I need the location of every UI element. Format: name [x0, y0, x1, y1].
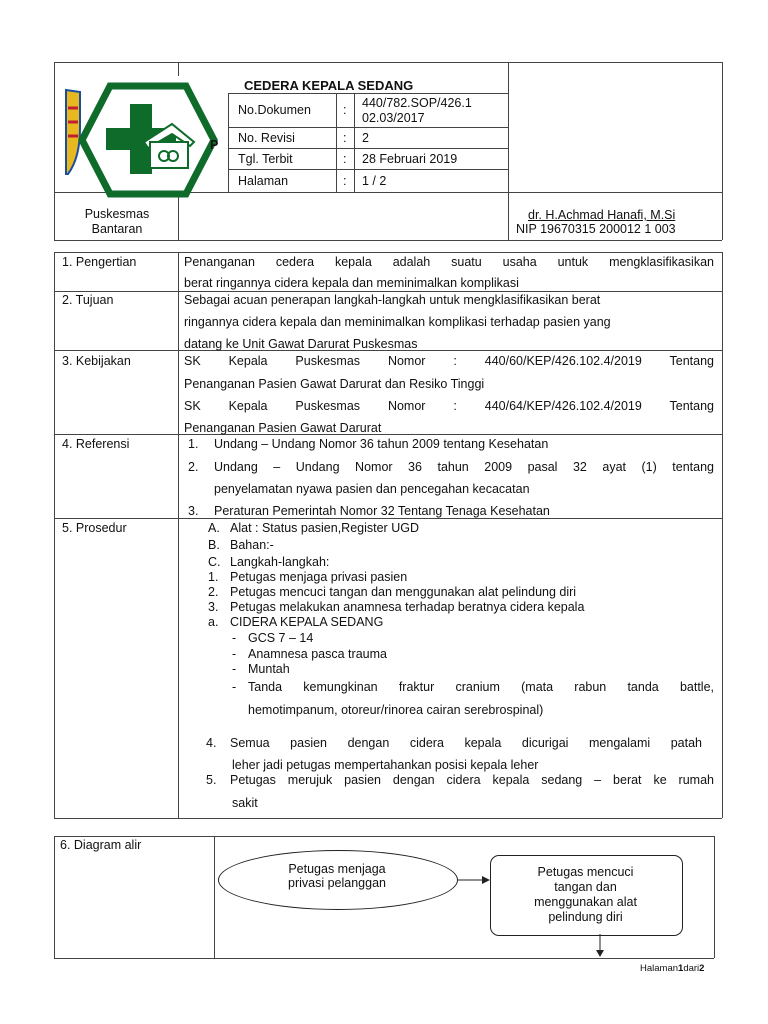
meta-value: 2	[362, 131, 369, 145]
section-line: ringannya cidera kepala dan meminimalkan komplikasi terhadap pasien yang	[184, 315, 611, 329]
section-label: 2. Tujuan	[62, 293, 114, 307]
sub-text: Muntah	[248, 662, 290, 676]
signer-nip: NIP 19670315 200012 1 003	[516, 222, 676, 236]
signer-name: dr. H.Achmad Hanafi, M.Si	[528, 208, 676, 222]
step-text: Petugas melakukan anamnesa terhadap beratnya cidera kepala	[230, 600, 585, 614]
footer-page: 1	[678, 963, 684, 974]
flow-node-text: privasi pelanggan	[288, 876, 386, 890]
flow-node-text: tangan dan	[554, 880, 617, 894]
regency-emblem-icon	[64, 88, 84, 178]
flow-node-text: menggunakan alat	[534, 895, 637, 909]
section-line: SK Kepala Puskesmas Nomor : 440/64/KEP/426.102.4/2019 Tentang	[184, 399, 714, 413]
step-num: A.	[208, 521, 220, 535]
sub-dash: -	[232, 647, 237, 661]
ref-text: Undang – Undang Nomor 36 tahun 2009 pasal 32 ayat (1) tentang	[214, 460, 714, 474]
step-num: B.	[208, 538, 220, 552]
meta-value-cont: 02.03/2017	[362, 111, 425, 125]
ref-text: Peraturan Pemerintah Nomor 32 Tentang Tenaga Kesehatan	[214, 504, 550, 518]
step-num: a.	[208, 615, 219, 629]
logo-letter: P	[210, 138, 219, 152]
ref-num: 1.	[188, 437, 199, 451]
sub-dash: -	[232, 680, 237, 694]
step-text: Semua pasien dengan cidera kepala dicurigai mengalami patah	[230, 736, 702, 750]
step-text-cont: sakit	[232, 796, 258, 810]
meta-label: No. Revisi	[238, 131, 295, 145]
step-num: C.	[208, 555, 221, 569]
meta-value: 28 Februari 2019	[362, 152, 458, 166]
meta-sep: :	[343, 152, 347, 166]
step-text: Langkah-langkah:	[230, 555, 330, 569]
section-line: Penanganan Pasien Gawat Darurat dan Resiko Tinggi	[184, 377, 485, 391]
step-text: Petugas merujuk pasien dengan cidera kepala sedang – berat ke rumah	[230, 773, 714, 787]
step-num: 5.	[206, 773, 217, 787]
meta-value: 1 / 2	[362, 174, 387, 188]
sub-dash: -	[232, 662, 237, 676]
ref-num: 2.	[188, 460, 199, 474]
section-label: 3. Kebijakan	[62, 354, 131, 368]
meta-sep: :	[343, 131, 347, 145]
ref-num: 3.	[188, 504, 199, 518]
meta-sep: :	[343, 174, 347, 188]
page-footer	[640, 962, 704, 976]
sub-text: Anamnesa pasca trauma	[248, 647, 387, 661]
step-text: Alat : Status pasien,Register UGD	[230, 521, 419, 535]
flow-node-text: Petugas mencuci	[537, 865, 634, 879]
footer-prefix: Halaman	[640, 963, 679, 974]
section-line: datang ke Unit Gawat Darurat Puskesmas	[184, 337, 418, 351]
meta-sep: :	[343, 103, 347, 117]
footer-mid: dari	[683, 963, 700, 974]
sub-text: GCS 7 – 14	[248, 631, 314, 645]
health-cross-logo-icon	[82, 80, 212, 200]
document-title: CEDERA KEPALA SEDANG	[244, 78, 414, 93]
step-num: 1.	[208, 570, 219, 584]
sub-dash: -	[232, 631, 237, 645]
section-label: 5. Prosedur	[62, 521, 127, 535]
section-line: Penanganan cedera kepala adalah suatu usaha untuk mengklasifikasikan	[184, 255, 714, 269]
section-label: 4. Referensi	[62, 437, 130, 451]
flow-node-text: pelindung diri	[548, 910, 623, 924]
ref-text: Undang – Undang Nomor 36 tahun 2009 tentang Kesehatan	[214, 437, 549, 451]
meta-label: No.Dokumen	[238, 103, 311, 117]
step-text: CIDERA KEPALA SEDANG	[230, 615, 384, 629]
sub-text-cont: hemotimpanum, otoreur/rinorea cairan serebrospinal)	[248, 703, 544, 717]
footer-total: 2	[699, 963, 705, 974]
step-text: Petugas menjaga privasi pasien	[230, 570, 408, 584]
sub-text: Tanda kemungkinan fraktur cranium (mata rabun tanda battle,	[248, 680, 714, 694]
org-name: Puskesmas	[84, 207, 150, 221]
section-line: Penanganan Pasien Gawat Darurat	[184, 421, 382, 435]
step-text: Petugas mencuci tangan dan menggunakan alat pelindung diri	[230, 585, 577, 599]
step-num: 4.	[206, 736, 217, 750]
section-line: Sebagai acuan penerapan langkah-langkah untuk mengklasifikasikan berat	[184, 293, 601, 307]
step-text-cont: leher jadi petugas mempertahankan posisi kepala leher	[232, 758, 539, 772]
flow-node-text: Petugas menjaga	[288, 862, 386, 876]
section-label: 1. Pengertian	[62, 255, 137, 269]
ref-text-cont: penyelamatan nyawa pasien dan pencegahan kecacatan	[214, 482, 530, 496]
org-name-cont: Bantaran	[91, 222, 143, 236]
diagram-label: 6. Diagram alir	[60, 838, 142, 852]
section-line: SK Kepala Puskesmas Nomor : 440/60/KEP/426.102.4/2019 Tentang	[184, 354, 714, 368]
section-line: berat ringannya cidera kepala dan meminimalkan komplikasi	[184, 276, 519, 290]
step-num: 3.	[208, 600, 219, 614]
step-text: Bahan:-	[230, 538, 274, 552]
step-num: 2.	[208, 585, 219, 599]
meta-label: Halaman	[238, 174, 289, 188]
meta-value: 440/782.SOP/426.1	[362, 96, 472, 110]
meta-label: Tgl. Terbit	[238, 152, 293, 166]
